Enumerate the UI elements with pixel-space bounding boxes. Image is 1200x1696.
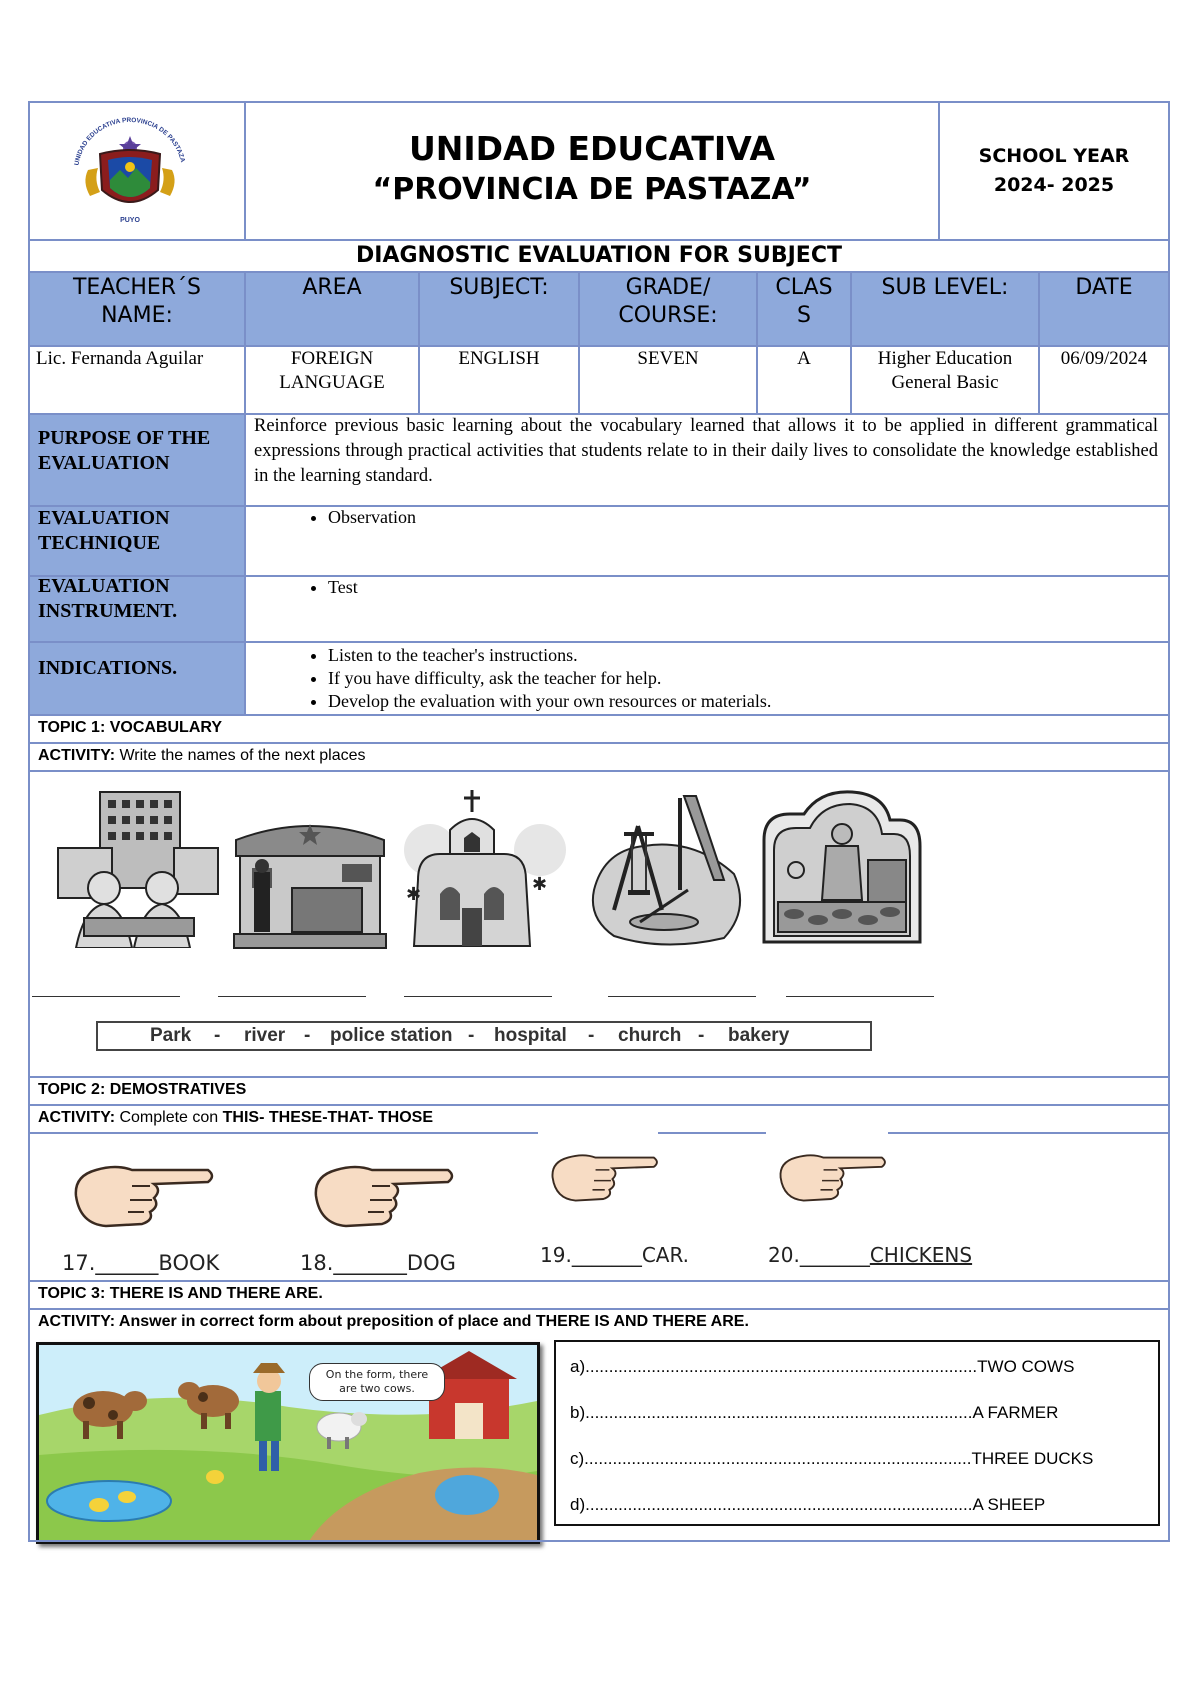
item-blank[interactable]: _______ bbox=[333, 1251, 407, 1275]
item-word: CAR. bbox=[641, 1243, 689, 1267]
svg-text:✱: ✱ bbox=[406, 884, 422, 904]
value-sub-level: Higher Education General Basic bbox=[877, 348, 1013, 393]
word-bank-item: hospital bbox=[494, 1025, 567, 1046]
topic1-activity-label: ACTIVITY: bbox=[38, 747, 116, 764]
topic1-activity-text: Write the names of the next places bbox=[115, 747, 366, 764]
school-name bbox=[246, 128, 938, 210]
park-picture bbox=[584, 790, 750, 946]
word-bank-item: river bbox=[244, 1025, 286, 1046]
answer-blank-line[interactable] bbox=[32, 996, 180, 997]
item-number: 18. bbox=[300, 1251, 334, 1275]
demonstrative-item-20[interactable] bbox=[768, 1242, 972, 1268]
answer-letter: c) bbox=[570, 1449, 585, 1468]
value-subject: ENGLISH bbox=[458, 348, 540, 369]
answer-line-b[interactable] bbox=[570, 1402, 1156, 1424]
school-logo bbox=[60, 110, 200, 228]
hospital-picture bbox=[54, 788, 222, 948]
value-class: A bbox=[797, 348, 811, 369]
word-bank-separator: - bbox=[588, 1025, 595, 1046]
pointing-hand-icon bbox=[70, 1158, 216, 1230]
item-word: DOG bbox=[406, 1251, 456, 1275]
item-blank[interactable]: _______ bbox=[571, 1243, 642, 1267]
farm-picture bbox=[36, 1342, 540, 1544]
topic3-activity bbox=[38, 1310, 749, 1334]
item-blank[interactable]: ______ bbox=[95, 1251, 159, 1275]
indication-item: • Listen to the teacher's instructions. bbox=[328, 644, 1142, 667]
instrument-item: • Test bbox=[328, 576, 1142, 599]
pointing-hand-icon bbox=[548, 1148, 660, 1204]
answers-box bbox=[554, 1340, 1160, 1526]
demonstrative-item-19[interactable] bbox=[540, 1242, 689, 1268]
answer-blank-line[interactable] bbox=[404, 996, 552, 997]
school-name-line1: UNIDAD EDUCATIVA bbox=[408, 129, 776, 168]
header-sub-level: SUB LEVEL: bbox=[881, 275, 1009, 300]
word-bank-separator: - bbox=[698, 1025, 705, 1046]
answer-line-a[interactable] bbox=[570, 1356, 1156, 1378]
word-bank-item: police station bbox=[330, 1025, 453, 1046]
police-station-picture bbox=[232, 808, 388, 950]
school-year-value: 2024- 2025 bbox=[993, 174, 1115, 196]
item-word: BOOK bbox=[158, 1251, 220, 1275]
technique-item: • Observation bbox=[328, 506, 1142, 529]
pointing-hand-icon bbox=[310, 1158, 456, 1230]
topic3-activity-text: Answer in correct form about preposition of place and THERE IS AND THERE ARE. bbox=[118, 1313, 749, 1330]
bakery-picture bbox=[760, 790, 926, 946]
answer-blank-line[interactable] bbox=[786, 996, 934, 997]
word-bank-separator: - bbox=[304, 1025, 311, 1046]
answer-letter: a) bbox=[570, 1357, 586, 1376]
answer-line-c[interactable] bbox=[570, 1448, 1156, 1470]
value-date: 06/09/2024 bbox=[1060, 348, 1148, 369]
topic2-title: TOPIC 2: DEMOSTRATIVES bbox=[38, 1081, 247, 1098]
item-number: 20. bbox=[768, 1243, 800, 1267]
item-number: 19. bbox=[540, 1243, 572, 1267]
indications-label: INDICATIONS. bbox=[38, 657, 178, 679]
word-bank bbox=[96, 1021, 872, 1051]
topic1-title: TOPIC 1: VOCABULARY bbox=[38, 719, 223, 736]
value-teacher-name: Lic. Fernanda Aguilar bbox=[36, 348, 204, 369]
purpose-label: PURPOSE OF THE EVALUATION bbox=[38, 427, 211, 474]
school-year-label: SCHOOL YEAR bbox=[978, 145, 1130, 167]
school-name-line2: “PROVINCIA DE PASTAZA” bbox=[372, 172, 812, 207]
value-area: FOREIGN LANGUAGE bbox=[279, 348, 385, 393]
header-grade-course: GRADE/ COURSE: bbox=[618, 275, 718, 328]
item-blank[interactable]: _______ bbox=[799, 1243, 870, 1267]
topic2-activity-label: ACTIVITY: bbox=[38, 1109, 116, 1126]
answer-blank-line[interactable] bbox=[608, 996, 756, 997]
answer-text: THREE DUCKS bbox=[971, 1449, 1094, 1468]
word-bank-separator: - bbox=[214, 1025, 221, 1046]
word-bank-separator: - bbox=[468, 1025, 475, 1046]
technique-list bbox=[262, 506, 1142, 529]
indications-list bbox=[262, 644, 1142, 713]
indication-item: • If you have difficulty, ask the teacher for help. bbox=[328, 667, 1142, 690]
demonstrative-item-18[interactable] bbox=[300, 1250, 456, 1276]
answer-blank-line[interactable] bbox=[218, 996, 366, 997]
answer-text: A SHEEP bbox=[972, 1495, 1046, 1514]
topic1-activity bbox=[38, 744, 366, 768]
value-grade: SEVEN bbox=[637, 348, 699, 369]
answer-text: TWO COWS bbox=[977, 1357, 1075, 1376]
pointing-hand-icon bbox=[776, 1148, 888, 1204]
answer-letter: b) bbox=[570, 1403, 586, 1422]
answer-dots[interactable]: ................................................................................... bbox=[585, 1357, 978, 1376]
technique-label: EVALUATION TECHNIQUE bbox=[38, 507, 170, 554]
instrument-list bbox=[262, 576, 1142, 599]
evaluation-title: DIAGNOSTIC EVALUATION FOR SUBJECT bbox=[356, 243, 842, 268]
indication-item: • Develop the evaluation with your own resources or materials. bbox=[328, 690, 1142, 713]
speech-bubble: On the form, there are two cows. bbox=[309, 1363, 445, 1401]
topic3-activity-label: ACTIVITY: bbox=[38, 1313, 116, 1330]
header-subject: SUBJECT: bbox=[449, 275, 549, 300]
svg-text:✱: ✱ bbox=[532, 874, 548, 894]
answer-dots[interactable]: .................................................................................. bbox=[584, 1449, 972, 1468]
school-year bbox=[940, 142, 1168, 200]
header-area: AREA bbox=[302, 275, 362, 300]
logo-bottom-text: PUYO bbox=[120, 217, 140, 224]
instrument-label: EVALUATION INSTRUMENT. bbox=[38, 575, 178, 622]
topic2-activity-text: Complete con bbox=[115, 1109, 223, 1126]
purpose-text: Reinforce previous basic learning about the vocabulary learned that allows it to be applied in different grammatical expressions through practical activities that students relate to in their daily lives to consolidate the knowledge established in the learning standard. bbox=[254, 416, 1158, 486]
header-date: DATE bbox=[1075, 275, 1133, 300]
answer-line-d[interactable] bbox=[570, 1494, 1156, 1516]
logo-arc-text: UNIDAD EDUCATIVA PROVINCIA DE PASTAZA bbox=[73, 116, 186, 166]
item-number: 17. bbox=[62, 1251, 96, 1275]
word-bank-item: Park bbox=[150, 1025, 192, 1046]
header-teacher-name: TEACHER´S NAME: bbox=[72, 275, 202, 328]
church-picture bbox=[400, 790, 570, 950]
answer-letter: d) bbox=[570, 1495, 586, 1514]
header-class: CLAS S bbox=[775, 275, 833, 328]
answer-dots[interactable]: .................................................................................. bbox=[585, 1403, 973, 1422]
word-bank-item: church bbox=[618, 1025, 682, 1046]
demonstrative-item-17[interactable] bbox=[62, 1250, 219, 1276]
answer-text: A FARMER bbox=[972, 1403, 1059, 1422]
answer-dots[interactable]: .................................................................................. bbox=[585, 1495, 973, 1514]
topic3-title: TOPIC 3: THERE IS AND THERE ARE. bbox=[38, 1285, 323, 1302]
topic2-activity bbox=[38, 1106, 433, 1130]
topic2-activity-bold: THIS- THESE-THAT- THOSE bbox=[222, 1109, 434, 1126]
word-bank-item: bakery bbox=[728, 1025, 790, 1046]
item-word: CHICKENS bbox=[869, 1243, 973, 1267]
